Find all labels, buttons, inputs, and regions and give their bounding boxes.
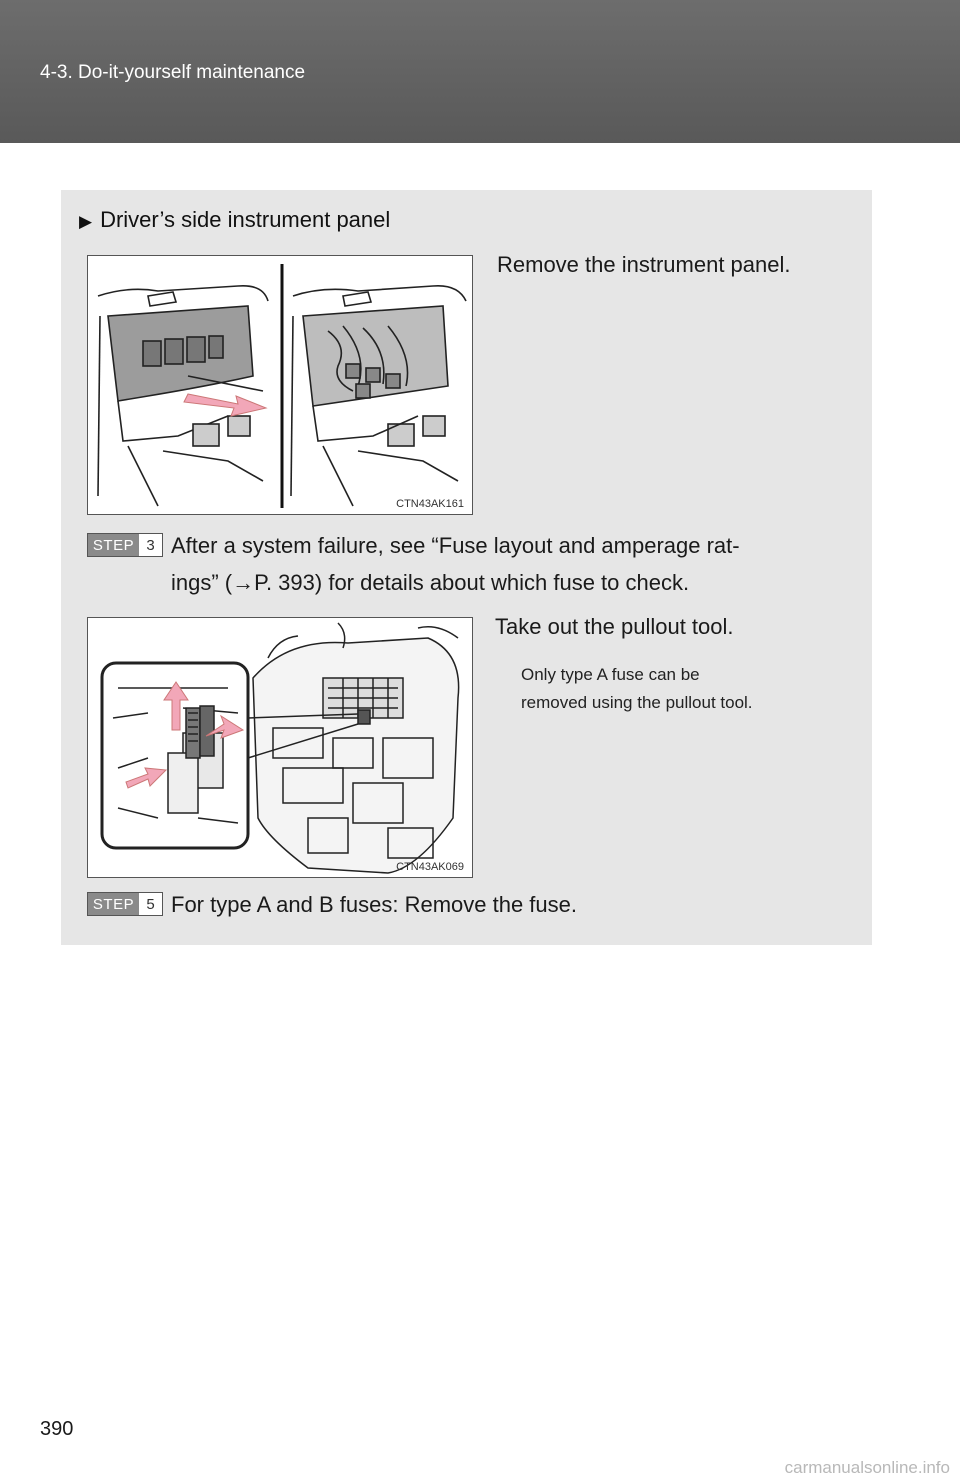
instrument-panel-illustration: [88, 256, 472, 514]
step4-note-line2: removed using the pullout tool.: [521, 693, 753, 712]
fuse-box-illustration: [88, 618, 472, 877]
step3-text-line2: ings” (→P. 393) for details about which fuse to check.: [171, 570, 690, 595]
figure1-instruction: Remove the instrument panel.: [497, 252, 791, 277]
step3-badge-label: STEP: [88, 534, 139, 556]
triangle-bullet-icon: ▶: [79, 212, 93, 231]
step5-badge: [87, 892, 163, 916]
step4-note-line1: Only type A fuse can be: [521, 665, 700, 684]
step5-badge-label: STEP: [88, 893, 139, 915]
section-title-text: Driver’s side instrument panel: [100, 207, 391, 232]
step4-text: Take out the pullout tool.: [495, 614, 734, 639]
page-number: 390: [40, 1418, 74, 1440]
page-header: [0, 0, 960, 143]
fuse-box-figure: [87, 617, 473, 878]
step5-badge-number: 5: [146, 895, 155, 913]
step3-text-line1: After a system failure, see “Fuse layout and amperage rat-: [171, 533, 740, 558]
step5-text: For type A and B fuses: Remove the fuse.: [171, 892, 578, 917]
step3-badge-number: 3: [146, 536, 155, 554]
figure1-code: CTN43AK161: [396, 498, 464, 510]
header-title: 4-3. Do-it-yourself maintenance: [40, 62, 306, 83]
section-title: [79, 207, 390, 233]
step3-badge: [87, 533, 163, 557]
watermark: carmanualsonline.info: [784, 1458, 950, 1477]
figure2-code: CTN43AK069: [396, 861, 464, 873]
instrument-panel-figure: [87, 255, 473, 515]
